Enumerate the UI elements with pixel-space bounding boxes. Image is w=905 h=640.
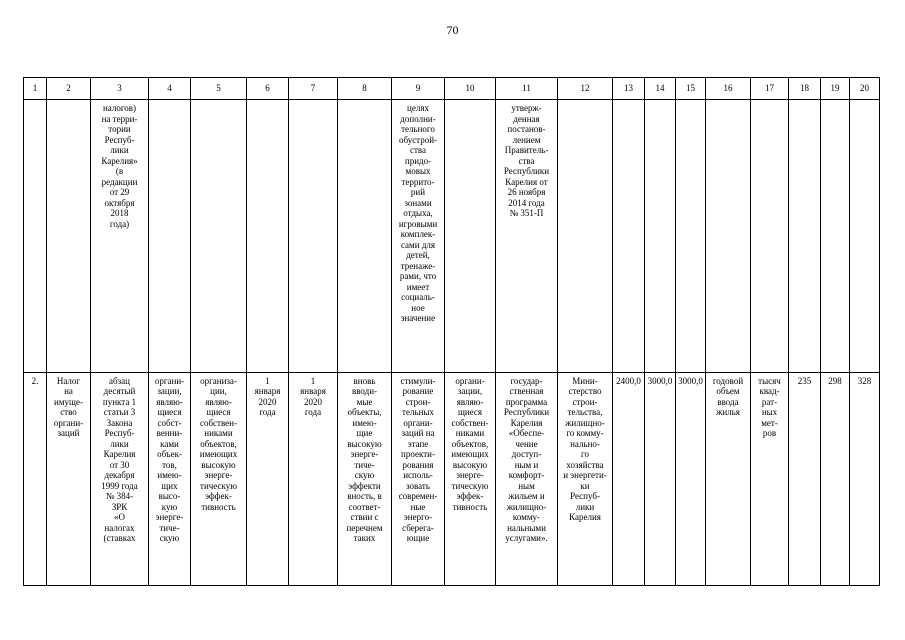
table-cell: вновь вводи- мые объекты, имею- щие высокую энерге- тиче- скую эффекти вность, в соответ- ствии с перечнем таких xyxy=(338,372,392,585)
table-row xyxy=(24,372,880,585)
column-header: 8 xyxy=(338,78,392,100)
table-cell xyxy=(789,100,821,373)
table-cell: Мини- стерство строи- тельства, жилищно- го комму- нально- го хозяйства и энергети- ки Респуб- лики Карелия xyxy=(558,372,613,585)
column-header: 9 xyxy=(392,78,445,100)
column-header: 16 xyxy=(706,78,751,100)
table-cell: 235 xyxy=(789,372,821,585)
page-number: 70 xyxy=(446,23,459,37)
table-cell: абзац десятый пункта 1 статьи 3 Закона Респуб- лики Карелия от 30 декабря 1999 года № 384- ЗРК «О налогах (ставках xyxy=(91,372,149,585)
column-header: 2 xyxy=(47,78,91,100)
column-header: 5 xyxy=(191,78,247,100)
table-cell: 328 xyxy=(850,372,880,585)
table-cell: 2. xyxy=(24,372,47,585)
column-header: 19 xyxy=(821,78,850,100)
column-header: 15 xyxy=(676,78,706,100)
column-header: 7 xyxy=(289,78,338,100)
table-cell xyxy=(149,100,191,373)
table-cell: 3000,0 xyxy=(645,372,676,585)
table-cell: 3000,0 xyxy=(676,372,706,585)
table-cell xyxy=(289,100,338,373)
table-cell xyxy=(247,100,289,373)
table-cell: 298 xyxy=(821,372,850,585)
column-header: 10 xyxy=(445,78,496,100)
column-header: 3 xyxy=(91,78,149,100)
table-cell xyxy=(47,100,91,373)
table-cell: государ- ственная программа Республики Карелия «Обеспе- чение доступ- ным и комфорт- ным жильем и жилищно- комму- нальными услугами». xyxy=(496,372,558,585)
column-header: 20 xyxy=(850,78,880,100)
table-cell: органи- зации, являю- щиеся собст- венни- ками объек- тов, имею- щих высо- кую энерге- тиче- скую xyxy=(149,372,191,585)
table-cell: Налог на имуще- ство органи- заций xyxy=(47,372,91,585)
table-cell: целях дополни- тельного обустрой- ства придо- мовых террито- рий зонами отдыха, игровыми комплек- сами для детей, тренаже- рами, что имеет социаль- ное значение xyxy=(392,100,445,373)
table-cell: годовой объем ввода жилья xyxy=(706,372,751,585)
table-cell xyxy=(338,100,392,373)
table-cell: стимули- рование строи- тельных органи- заций на этапе проекти- рования исполь- зовать современ- ные энерго- сберега- ющие xyxy=(392,372,445,585)
table-cell: утверж- денная постанов- лением Правитель- ства Республики Карелия от 26 ноября 2014 года № 351-П xyxy=(496,100,558,373)
table-cell xyxy=(445,100,496,373)
table-cell xyxy=(706,100,751,373)
column-header: 4 xyxy=(149,78,191,100)
column-header: 17 xyxy=(751,78,789,100)
table-cell xyxy=(751,100,789,373)
table-cell: налогов) на терри- тории Респуб- лики Карелия» (в редакции от 29 октября 2018 года) xyxy=(91,100,149,373)
column-header: 18 xyxy=(789,78,821,100)
table-cell: 1 января 2020 года xyxy=(289,372,338,585)
table-cell xyxy=(191,100,247,373)
table-cell: тысяч квад- рат- ных мет- ров xyxy=(751,372,789,585)
table-cell xyxy=(850,100,880,373)
column-header: 13 xyxy=(613,78,645,100)
column-header: 11 xyxy=(496,78,558,100)
table-cell: органи- зации, являю- щиеся собствен- никами объектов, имеющих высокую энерге- тическую эффек- тивность xyxy=(445,372,496,585)
table-header-row xyxy=(24,78,880,100)
table-cell xyxy=(613,100,645,373)
column-header: 6 xyxy=(247,78,289,100)
column-header: 14 xyxy=(645,78,676,100)
table-cell xyxy=(821,100,850,373)
column-header: 12 xyxy=(558,78,613,100)
data-table xyxy=(23,77,880,586)
table-cell: организа- ции, являю- щиеся собствен- никами объектов, имеющих высокую энерге- тическую эффек- тивность xyxy=(191,372,247,585)
table-row xyxy=(24,100,880,373)
table-cell xyxy=(24,100,47,373)
table-cell xyxy=(676,100,706,373)
table-cell: 2400,0 xyxy=(613,372,645,585)
table-cell xyxy=(558,100,613,373)
column-header: 1 xyxy=(24,78,47,100)
table-cell: 1 января 2020 года xyxy=(247,372,289,585)
table-cell xyxy=(645,100,676,373)
